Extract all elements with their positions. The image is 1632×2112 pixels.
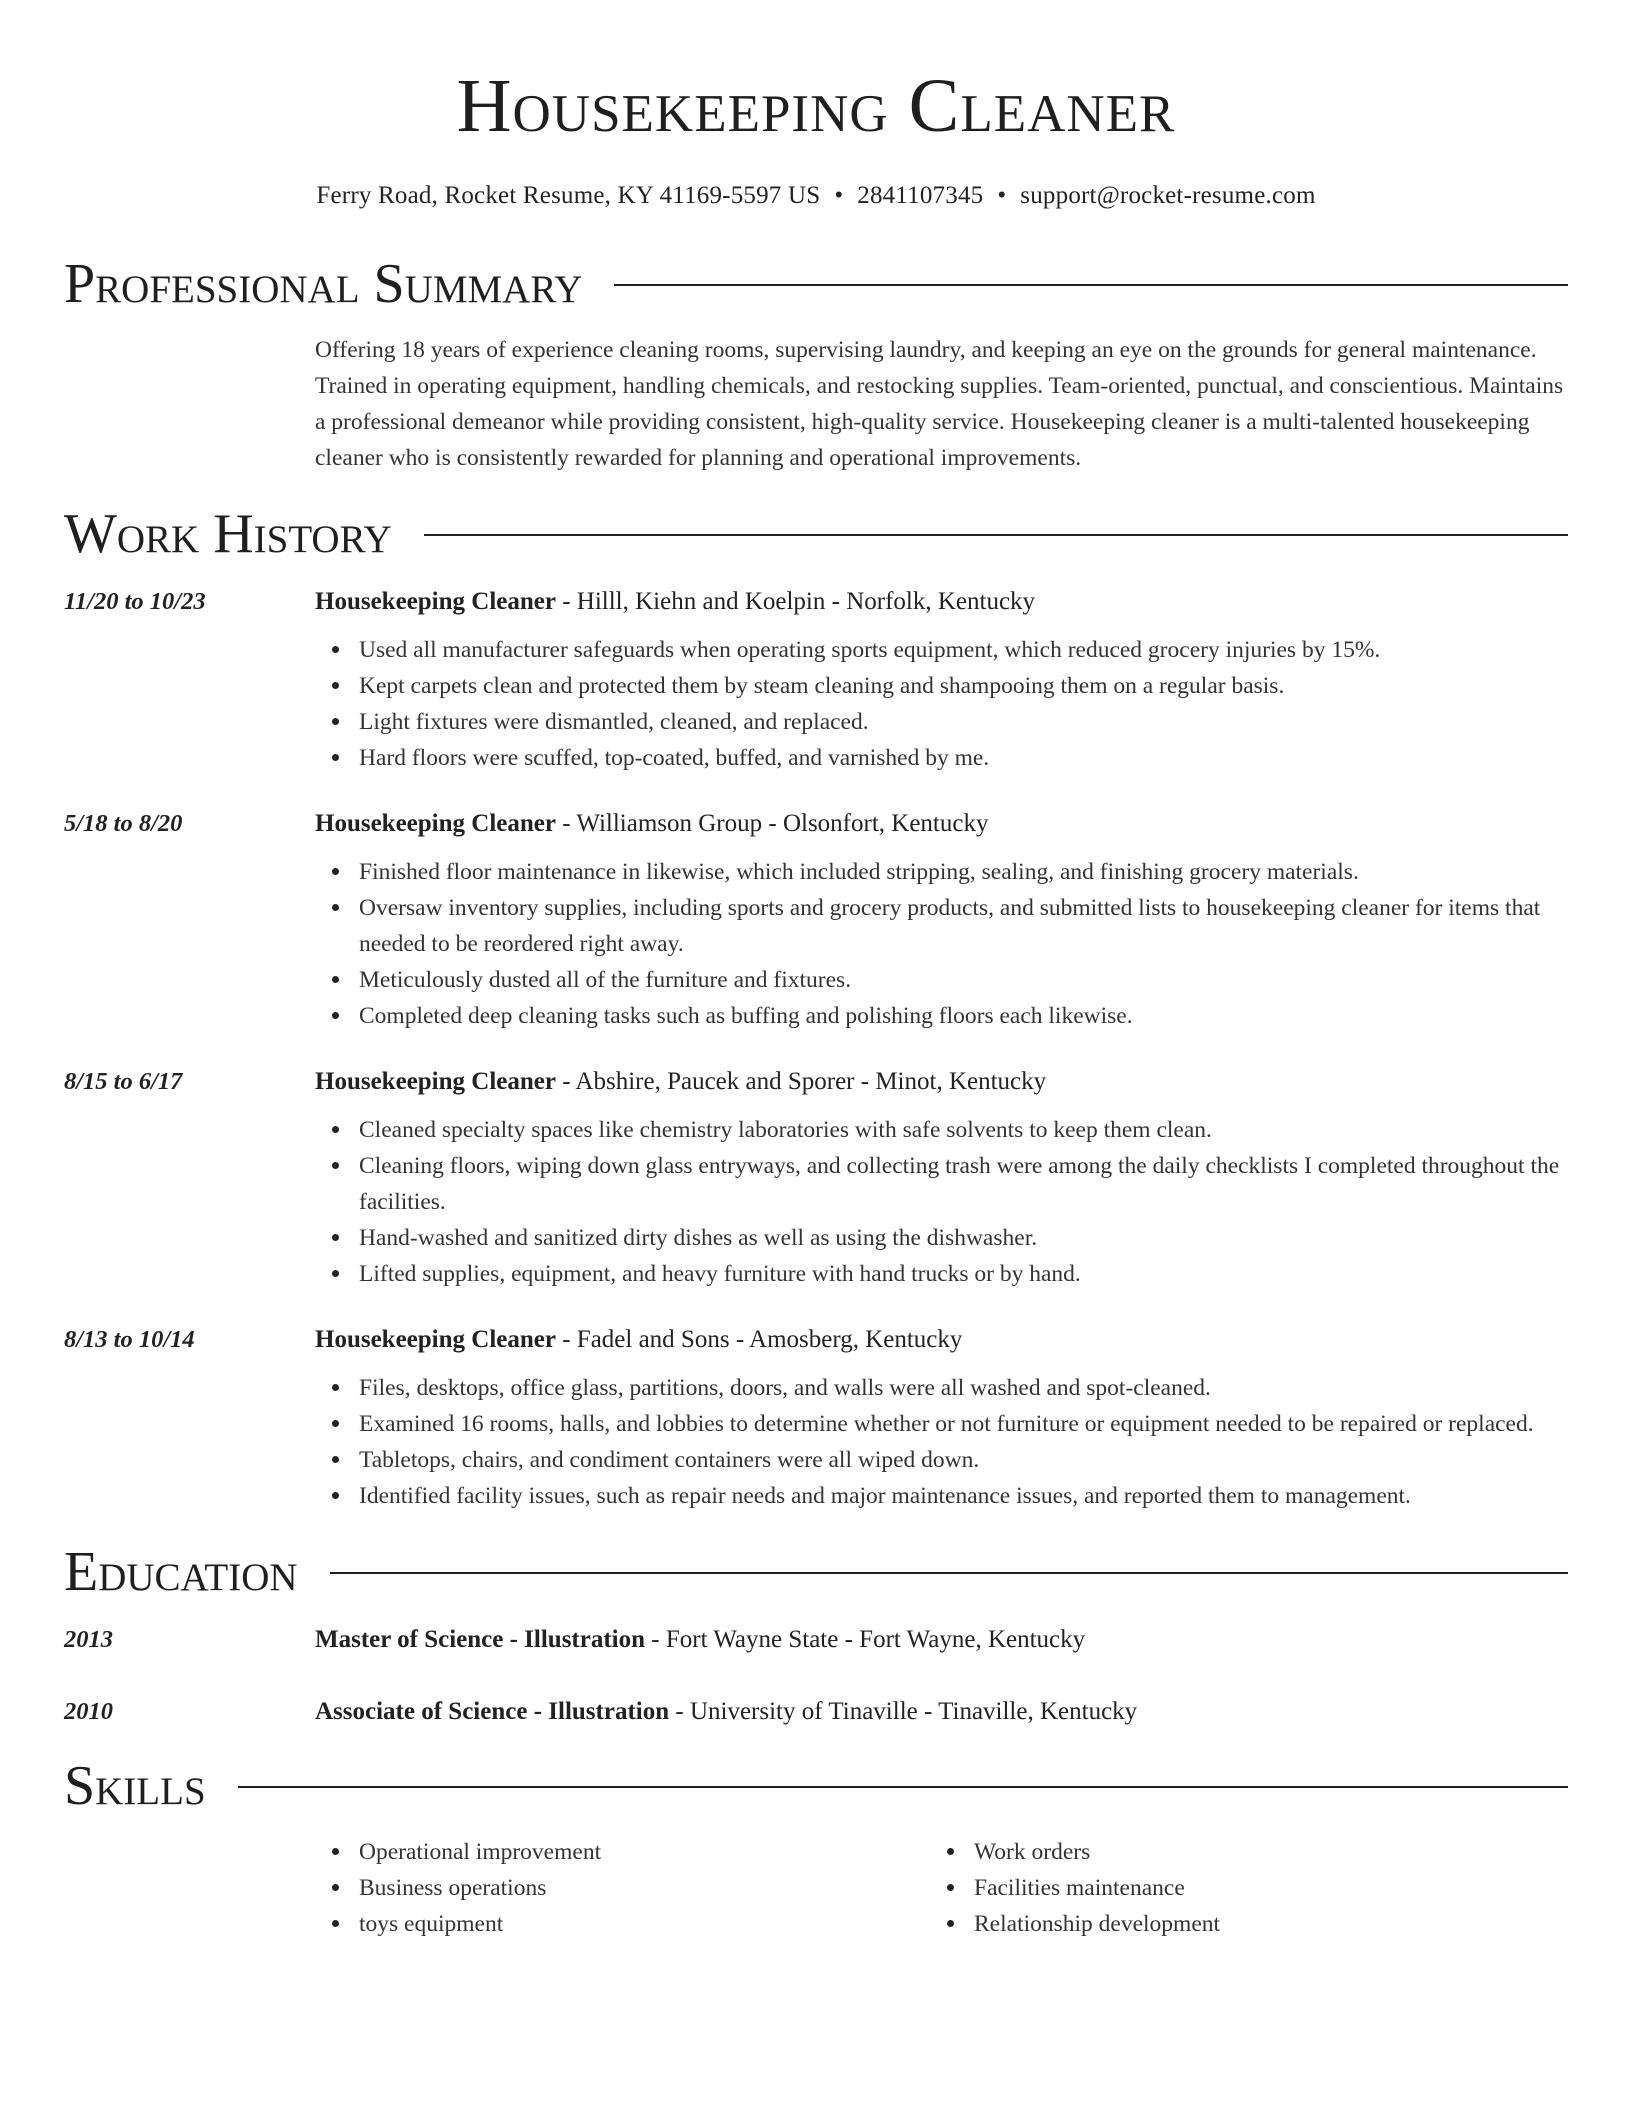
list-item: Light fixtures were dismantled, cleaned, and replaced. xyxy=(315,704,1568,740)
job-dates: 5/18 to 8/20 xyxy=(64,810,183,837)
list-item: Examined 16 rooms, halls, and lobbies to determine whether or not furniture or equipment needed to be repaired or replaced. xyxy=(315,1406,1568,1442)
list-item: Finished floor maintenance in likewise, which included stripping, sealing, and finishing grocery materials. xyxy=(315,854,1568,890)
section-title: Work History xyxy=(64,503,392,565)
job-body xyxy=(315,804,1568,1034)
education-year: 2010 xyxy=(64,1698,113,1725)
list-item: Used all manufacturer safeguards when operating sports equipment, which reduced grocery injuries by 15%. xyxy=(315,632,1568,668)
section-divider xyxy=(614,284,1568,286)
job-role: Housekeeping Cleaner xyxy=(315,1326,556,1353)
job-role: Housekeeping Cleaner xyxy=(315,810,556,837)
list-item: Identified facility issues, such as repair needs and major maintenance issues, and reported them to management. xyxy=(315,1478,1568,1514)
job-entry xyxy=(64,582,1568,776)
job-dates: 8/15 to 6/17 xyxy=(64,1068,183,1095)
list-item: Meticulously dusted all of the furniture and fixtures. xyxy=(315,962,1568,998)
section-title: Professional Summary xyxy=(64,253,583,315)
contact-phone: 2841107345 xyxy=(857,182,984,209)
list-item: Kept carpets clean and protected them by steam cleaning and shampooing them on a regular basis. xyxy=(315,668,1568,704)
education-year: 2013 xyxy=(64,1626,113,1653)
job-role: Housekeeping Cleaner xyxy=(315,588,556,615)
skills-column-right xyxy=(930,1834,1545,1942)
skills-list xyxy=(315,1834,1568,1942)
job-employer: - Abshire, Paucek and Sporer - Minot, Kentucky xyxy=(555,1068,1047,1095)
education-degree: Master of Science - Illustration xyxy=(315,1626,646,1653)
job-title-line xyxy=(315,1320,1568,1360)
contact-separator: • xyxy=(997,182,1007,209)
skill-item: Relationship development xyxy=(930,1906,1545,1942)
job-dates: 11/20 to 10/23 xyxy=(64,588,206,615)
job-body xyxy=(315,1062,1568,1292)
section-divider xyxy=(238,1786,1568,1788)
job-title-line xyxy=(315,1062,1568,1102)
education-school: - University of Tinaville - Tinaville, Kentucky xyxy=(669,1698,1138,1725)
job-employer: - Fadel and Sons - Amosberg, Kentucky xyxy=(555,1326,963,1353)
job-role: Housekeeping Cleaner xyxy=(315,1068,556,1095)
job-entry xyxy=(64,804,1568,1034)
skills-section-header xyxy=(64,1754,1568,1818)
job-employer: - Hilll, Kiehn and Koelpin - Norfolk, Kentucky xyxy=(555,588,1036,615)
job-body xyxy=(315,1320,1568,1514)
education-entry xyxy=(64,1692,1568,1732)
section-title: Education xyxy=(64,1541,298,1603)
skills-column-left xyxy=(315,1834,930,1942)
list-item: Oversaw inventory supplies, including sports and grocery products, and submitted lists to housekeeping cleaner for items that needed to be reordered right away. xyxy=(315,890,1568,962)
education-school: - Fort Wayne State - Fort Wayne, Kentucky xyxy=(645,1626,1086,1653)
resume-page xyxy=(64,0,1568,1942)
education-entry xyxy=(64,1620,1568,1660)
list-item: Cleaned specialty spaces like chemistry laboratories with safe solvents to keep them clean. xyxy=(315,1112,1568,1148)
job-bullets xyxy=(315,1112,1568,1292)
list-item: Completed deep cleaning tasks such as buffing and polishing floors each likewise. xyxy=(315,998,1568,1034)
job-bullets xyxy=(315,1370,1568,1514)
summary-text: Offering 18 years of experience cleaning rooms, supervising laundry, and keeping an eye on the grounds for general maintenance. Trained in operating equipment, handling chemicals, and restocking supplies. Team-oriented, punctual, and conscientious. Maintains a professional demeanor while providing consistent, high-quality service. Housekeeping cleaner is a multi-talented housekeeping cleaner who is consistently rewarded for planning and operational improvements. xyxy=(315,337,1564,471)
contact-separator: • xyxy=(834,182,844,209)
list-item: Files, desktops, office glass, partitions, doors, and walls were all washed and spot-cleaned. xyxy=(315,1370,1568,1406)
education-degree: Associate of Science - Illustration xyxy=(315,1698,670,1725)
work-section-header xyxy=(64,502,1568,566)
list-item: Hard floors were scuffed, top-coated, buffed, and varnished by me. xyxy=(315,740,1568,776)
job-body xyxy=(315,582,1568,776)
job-bullets xyxy=(315,632,1568,776)
job-entry xyxy=(64,1062,1568,1292)
list-item: Cleaning floors, wiping down glass entryways, and collecting trash were among the daily checklists I completed throughout the facilities. xyxy=(315,1148,1568,1220)
contact-line xyxy=(64,180,1568,212)
list-item: Lifted supplies, equipment, and heavy furniture with hand trucks or by hand. xyxy=(315,1256,1568,1292)
skill-item: Business operations xyxy=(315,1870,930,1906)
contact-email: support@rocket-resume.com xyxy=(1020,182,1316,209)
education-line xyxy=(315,1620,1085,1660)
skill-item: toys equipment xyxy=(315,1906,930,1942)
skills-bullets xyxy=(930,1834,1545,1942)
skill-item: Operational improvement xyxy=(315,1834,930,1870)
education-section-header xyxy=(64,1540,1568,1604)
job-dates: 8/13 to 10/14 xyxy=(64,1326,195,1353)
job-employer: - Williamson Group - Olsonfort, Kentucky xyxy=(555,810,989,837)
job-bullets xyxy=(315,854,1568,1034)
education-line xyxy=(315,1692,1137,1732)
skill-item: Work orders xyxy=(930,1834,1545,1870)
contact-address: Ferry Road, Rocket Resume, KY 41169-5597 US xyxy=(316,182,821,209)
summary-section-header xyxy=(64,252,1568,316)
section-divider xyxy=(424,534,1568,536)
section-divider xyxy=(330,1572,1568,1574)
resume-name: Housekeeping Cleaner xyxy=(456,64,1176,148)
list-item: Hand-washed and sanitized dirty dishes as well as using the dishwasher. xyxy=(315,1220,1568,1256)
list-item: Tabletops, chairs, and condiment containers were all wiped down. xyxy=(315,1442,1568,1478)
job-title-line xyxy=(315,582,1568,622)
job-entry xyxy=(64,1320,1568,1514)
skills-bullets xyxy=(315,1834,930,1942)
job-title-line xyxy=(315,804,1568,844)
skill-item: Facilities maintenance xyxy=(930,1870,1545,1906)
section-title: Skills xyxy=(64,1755,206,1817)
